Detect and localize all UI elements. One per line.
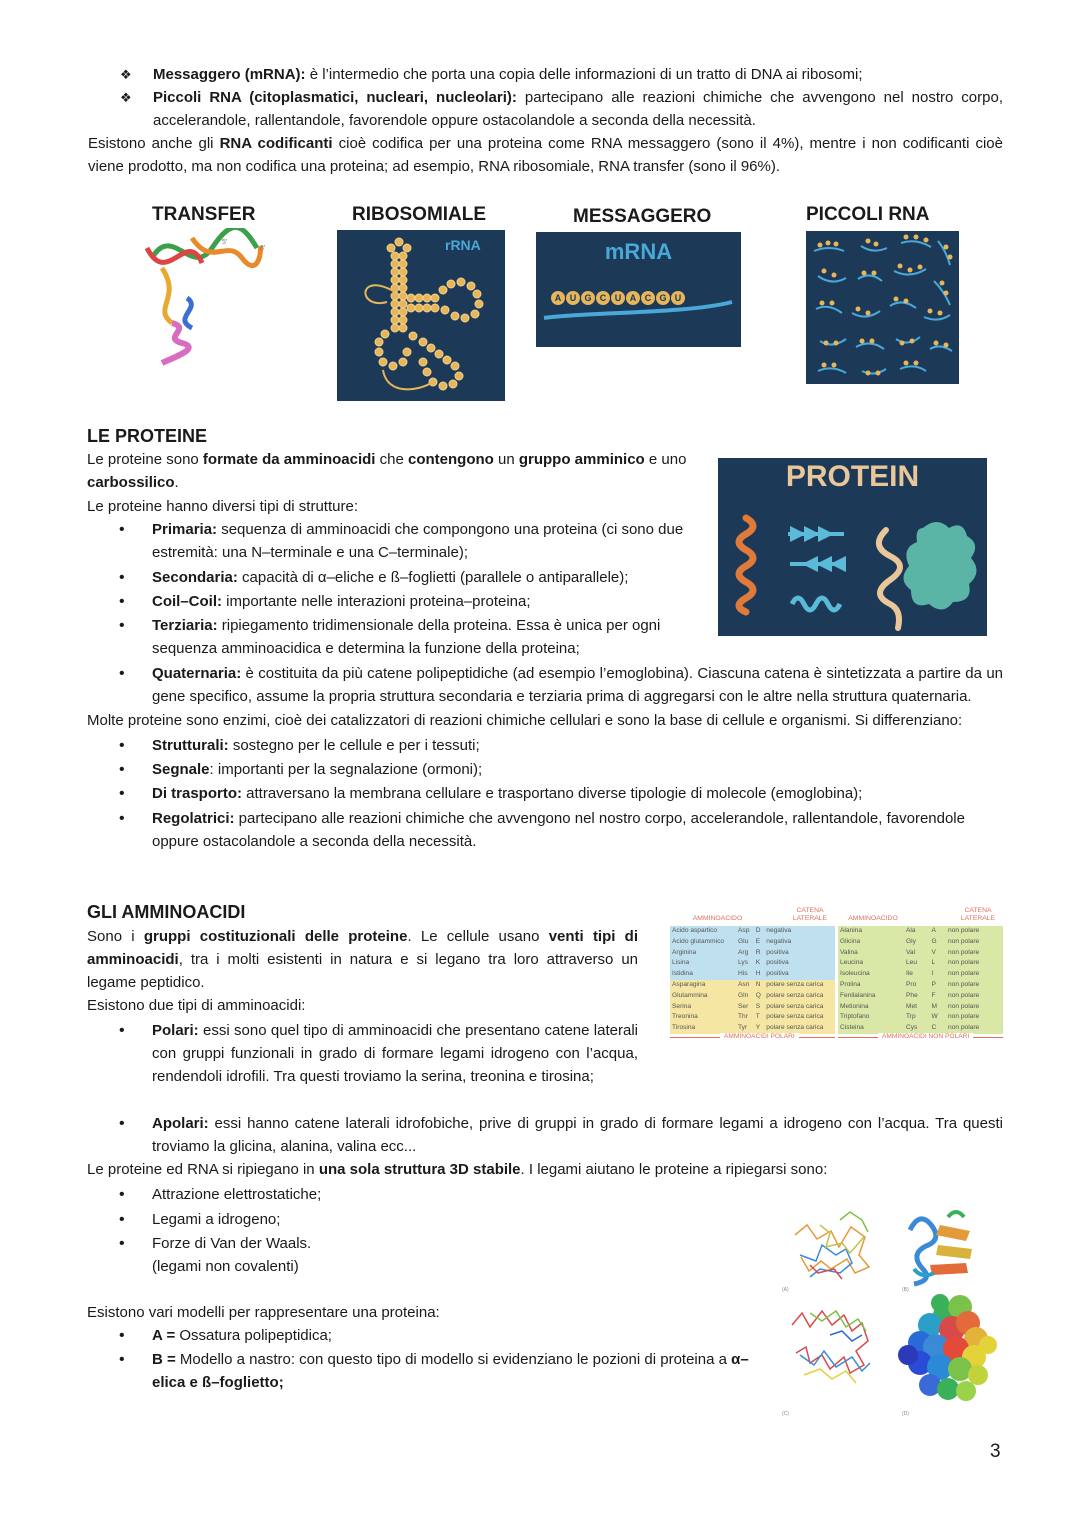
table-cell: Ser — [738, 1002, 749, 1010]
table-cell: Cisteina — [840, 1024, 864, 1032]
svg-text:U: U — [569, 293, 577, 303]
trna-3-label: 3' — [260, 245, 266, 252]
list-item: • Attrazione elettrostatiche; — [87, 1183, 1003, 1206]
table-cell: Thr — [738, 1013, 748, 1021]
table-cell: Asn — [738, 980, 750, 988]
table-cell: Gln — [738, 991, 749, 999]
table-cell: P — [931, 980, 936, 988]
svg-text:G: G — [659, 293, 667, 303]
table-cell: Leucina — [840, 959, 864, 967]
svg-text:C: C — [599, 293, 607, 303]
svg-text:U: U — [614, 293, 622, 303]
table-cell: D — [755, 927, 761, 934]
model-d-label: (D) — [902, 1411, 909, 1417]
apolar-amino-table — [838, 926, 1003, 1034]
table-cell: Tyr — [738, 1024, 748, 1032]
table-row — [670, 1012, 835, 1023]
table-row — [670, 948, 835, 959]
table-cell: Acido aspartico — [672, 927, 718, 934]
protein-types-list — [87, 734, 1003, 853]
table-cell: Lisina — [672, 959, 690, 967]
structures-intro: Le proteine hanno diversi tipi di strutture: — [87, 498, 358, 515]
table-row — [670, 1002, 835, 1013]
table-cell: M — [931, 1002, 937, 1010]
protein-image-label: PROTEIN — [785, 460, 920, 493]
list-item: • Quaternaria: è costituita da più catene polipeptidiche (ad esempio l’emoglobina). Ciascuna catena è sintetizzata a partire da un gene specifico, assume la propria struttura secondaria e terziaria prima di aggregarsi con le altre nella struttura quaternaria. — [87, 662, 1003, 708]
svg-text:A: A — [629, 293, 637, 303]
table-cell: negativa — [766, 937, 792, 945]
table-row — [670, 991, 835, 1002]
list-item: • B = Modello a nastro: con questo tipo di modello si evidenziano le pozioni di proteina a α–elica e ß–foglietto; — [87, 1348, 757, 1394]
table-cell: L — [931, 959, 936, 967]
table-row — [670, 937, 835, 948]
aa-types-intro: Esistono due tipi di amminoacidi: — [87, 997, 306, 1014]
table-cell: Triptofano — [840, 1013, 870, 1021]
table-cell: Leu — [906, 959, 918, 967]
table-cell: non polare — [948, 1024, 980, 1032]
table-row — [838, 1012, 1003, 1023]
ribosomiale-label: RIBOSOMIALE — [352, 204, 487, 225]
table-cell: Q — [755, 991, 761, 999]
table-row — [838, 958, 1003, 969]
table-row — [838, 1002, 1003, 1013]
table-cell: Fenilalanina — [840, 991, 876, 999]
table-cell: non polare — [948, 970, 980, 978]
table-cell: His — [738, 970, 748, 978]
table-cell: Alanina — [840, 927, 862, 934]
table-cell: Lys — [738, 959, 749, 967]
table-cell: Trp — [906, 1013, 916, 1021]
table-cell: E — [755, 937, 761, 945]
table-cell: Acido glutammico — [672, 937, 725, 945]
small-rna-image — [806, 231, 959, 384]
mrna-image — [536, 232, 741, 347]
svg-text:U: U — [674, 293, 682, 303]
list-item: • Legami a idrogeno; — [87, 1208, 1003, 1231]
table-row — [838, 991, 1003, 1002]
table-cell: polare senza carica — [766, 991, 824, 999]
table-cell: Cys — [906, 1024, 918, 1032]
table-row — [838, 948, 1003, 959]
table-row — [838, 969, 1003, 980]
table-cell: G — [931, 937, 937, 945]
list-item: • Strutturali: sostegno per le cellule e per i tessuti; — [87, 734, 1003, 757]
table-cell: Treonina — [672, 1013, 698, 1021]
table-cell: V — [931, 948, 936, 956]
model-a-label: (A) — [782, 1287, 789, 1293]
table-cell: non polare — [948, 937, 980, 945]
table-row — [838, 937, 1003, 948]
table-cell: Gly — [906, 937, 916, 945]
table-cell: Arginina — [672, 948, 697, 956]
structures-list-top — [87, 518, 692, 660]
table-cell: Phe — [906, 991, 918, 999]
table-cell: I — [931, 970, 934, 978]
list-item: • Polari: essi sono quel tipo di amminoacidi che presentano catene laterali con gruppi funzionali in grado di formare legami idrogeno con l’acqua, rendendoli idrofili. Tra questi troviamo la serina, treonina e tirosina; — [87, 1019, 638, 1088]
table-cell: non polare — [948, 959, 980, 967]
trna-5-label: 5' — [222, 239, 228, 246]
rna-list-section — [88, 63, 1003, 178]
rrna-image — [337, 230, 505, 401]
table-cell: polare senza carica — [766, 1002, 824, 1010]
table-cell: Isoleucina — [840, 970, 870, 978]
table-cell: polare senza carica — [766, 1024, 824, 1032]
table-cell: Glutammina — [672, 991, 708, 999]
table-cell: Metionina — [840, 1002, 869, 1010]
apolar-footer: AMMINOACIDI NON POLARI — [878, 1033, 973, 1041]
table-cell: S — [755, 1002, 761, 1010]
list-item: • Segnale: importanti per la segnalazione (ormoni); — [87, 758, 1003, 781]
table-cell: W — [931, 1013, 938, 1021]
table-cell: Glu — [738, 937, 749, 945]
protein-models-image — [780, 1205, 1005, 1420]
table-row — [670, 969, 835, 980]
table-cell: polare senza carica — [766, 1013, 824, 1021]
polar-footer: AMMINOACIDI POLARI — [720, 1033, 799, 1041]
amminoacidi-heading: GLI AMMINOACIDI — [87, 902, 246, 922]
table-cell: K — [755, 959, 761, 967]
svg-text:C: C — [644, 293, 652, 303]
table-row — [670, 926, 835, 937]
table-cell: Pro — [906, 980, 917, 988]
table-cell: F — [931, 991, 936, 999]
table-cell: Ile — [906, 970, 913, 978]
list-item: ❖ Piccoli RNA (citoplasmatici, nucleari, nucleolari): partecipano alle reazioni chimiche che avvengono nel nostro corpo, accelerandole, rallentandole, favorendole oppure ostacolandole a seconda della necessità. — [88, 86, 1003, 132]
table-cell: Y — [755, 1024, 761, 1032]
table-cell: C — [931, 1024, 937, 1032]
amino-acid-table: AMMINOACIDO CATENA LATERALE Acido aspartico Asp D negativa Acido glutammico Glu E negativa Arginina Arg R positiva Lisina Lys K positiva Istidina His H positiva Asparagina Asn N polare senza carica Glutammina Gln Q polare senza carica Serina Ser S polare senza carica Treonina Thr T polare senza carica Tirosina Tyr Y polare senza carica AMMINOACIDI POLARI AMMINOACIDO CATENA LATERALE Alanina Ala A non polare Glicina Gly G non polare Valina Val V non polare Leucina Leu L non polare Isoleucina Ile I non polare Prolina Pro P non polare Fenilalanina Phe F non polare Metionina Met M non polare Triptofano Trp W non polare Cisteina Cys C non polare AMMINOACIDI NON POLARI — [670, 907, 1004, 1065]
table-cell: positiva — [766, 970, 789, 978]
table-cell: Tirosina — [672, 1024, 696, 1032]
table-row — [838, 926, 1003, 937]
piccoli-rna-label: PICCOLI RNA — [806, 204, 930, 225]
structures-list-bottom — [87, 662, 1003, 853]
table-cell: Valina — [840, 948, 858, 956]
list-item: • Di trasporto: attraversano la membrana cellulare e trasportano diverse tipologie di molecole (emoglobina); — [87, 782, 1003, 805]
table-cell: Asparagina — [672, 980, 706, 988]
table-cell: Met — [906, 1002, 917, 1010]
table-cell: non polare — [948, 927, 980, 934]
table-row — [670, 958, 835, 969]
table-row — [838, 980, 1003, 991]
table-cell: positiva — [766, 948, 789, 956]
table-cell: Asp — [738, 927, 750, 934]
list-item: • Regolatrici: partecipano alle reazioni chimiche che avvengono nel nostro corpo, accelerandole, rallentandole, favorendole oppure ostacolandole a seconda della necessità. — [87, 807, 1003, 853]
table-row — [670, 980, 835, 991]
table-cell: non polare — [948, 1013, 980, 1021]
structures-list — [87, 518, 692, 660]
svg-text:G: G — [584, 293, 592, 303]
table-cell: Ala — [906, 927, 916, 934]
table-cell: Prolina — [840, 980, 861, 988]
models-intro: Esistono vari modelli per rappresentare una proteina: — [87, 1304, 440, 1321]
page-number: 3 — [990, 1441, 1001, 1462]
list-item: • A = Ossatura polipeptidica; — [87, 1324, 757, 1347]
rna-type-list — [88, 63, 1003, 132]
table-cell: Istidina — [672, 970, 693, 978]
table-cell: non polare — [948, 991, 980, 999]
amminoacidi-intro: Sono i gruppi costituzionali delle proteine. Le cellule usano venti tipi di amminoacidi, tra i molti esistenti in natura e si legano tra loro attraverso un legame peptidico. — [87, 928, 639, 991]
folding-paragraph: Le proteine ed RNA si ripiegano in una sola struttura 3D stabile. I legami aiutano le proteine a ripiegarsi sono: — [87, 1161, 828, 1178]
model-b-label: (B) — [902, 1287, 909, 1293]
table-cell: polare senza carica — [766, 980, 824, 988]
table-cell: R — [755, 948, 761, 956]
rrna-label: rRNA — [445, 237, 481, 253]
polar-amino-table — [670, 926, 835, 1034]
table-cell: Val — [906, 948, 916, 956]
table-cell: non polare — [948, 980, 980, 988]
model-c-label: (C) — [782, 1411, 789, 1417]
table-cell: N — [755, 980, 761, 988]
bonds-note: (legami non covalenti) — [152, 1258, 299, 1275]
proteine-heading: LE PROTEINE — [87, 426, 208, 446]
table-cell: Glicina — [840, 937, 861, 945]
list-item: • Apolari: essi hanno catene laterali idrofobiche, prive di gruppi in grado di formare legami a idrogeno con l’acqua. Tra questi troviamo la glicina, alanina, valina ecc... — [87, 1112, 1003, 1158]
table-cell: Serina — [672, 1002, 692, 1010]
coding-rna-paragraph: Esistono anche gli RNA codificanti cioè codifica per una proteina come RNA messaggero (sono il 4%), mentre i non codificanti cioè viene prodotto, ma non codifica una proteina; ad esempio, RNA ribosomiale, RNA transfer (sono il 96%). — [88, 135, 1003, 175]
table-cell: T — [755, 1013, 760, 1021]
table-cell: H — [755, 970, 761, 978]
mrna-label: mRNA — [604, 239, 673, 264]
list-item: • Coil–Coil: importante nelle interazioni proteina–proteina; — [87, 590, 692, 613]
list-item: • Forze di Van der Waals. — [87, 1232, 1003, 1255]
table-cell: positiva — [766, 959, 789, 967]
list-item: • Secondaria: capacità di α–eliche e ß–foglietti (parallele o antiparallele); — [87, 566, 692, 589]
list-item: • Terziaria: ripiegamento tridimensionale della proteina. Essa è unica per ogni sequenza amminoacidica e determina la funzione della proteina; — [87, 614, 692, 660]
table-cell: non polare — [948, 1002, 980, 1010]
trna-image — [132, 228, 272, 370]
polari-section — [87, 1019, 638, 1088]
list-item: • Primaria: sequenza di amminoacidi che compongono una proteina (ci sono due estremità: una N–terminale e una C–terminale); — [87, 518, 692, 564]
messaggero-label: MESSAGGERO — [573, 206, 712, 227]
proteine-intro: Le proteine sono formate da amminoacidi che contengono un gruppo amminico e uno carbossilico. — [87, 451, 687, 491]
table-cell: negativa — [766, 927, 792, 934]
table-cell: A — [931, 927, 936, 934]
table-cell: non polare — [948, 948, 980, 956]
protein-image — [718, 458, 987, 636]
list-item: ❖ Messaggero (mRNA): è l’intermedio che porta una copia delle informazioni di un tratto di DNA ai ribosomi; — [88, 63, 1003, 86]
transfer-label: TRANSFER — [152, 204, 256, 225]
table-cell: Arg — [738, 948, 749, 956]
models-list — [87, 1324, 757, 1394]
enzymes-intro: Molte proteine sono enzimi, cioè dei catalizzatori di reazioni chimiche cellulari e sono la base di cellule e organismi. Si differenziano: — [87, 712, 963, 729]
svg-text:A: A — [554, 293, 562, 303]
